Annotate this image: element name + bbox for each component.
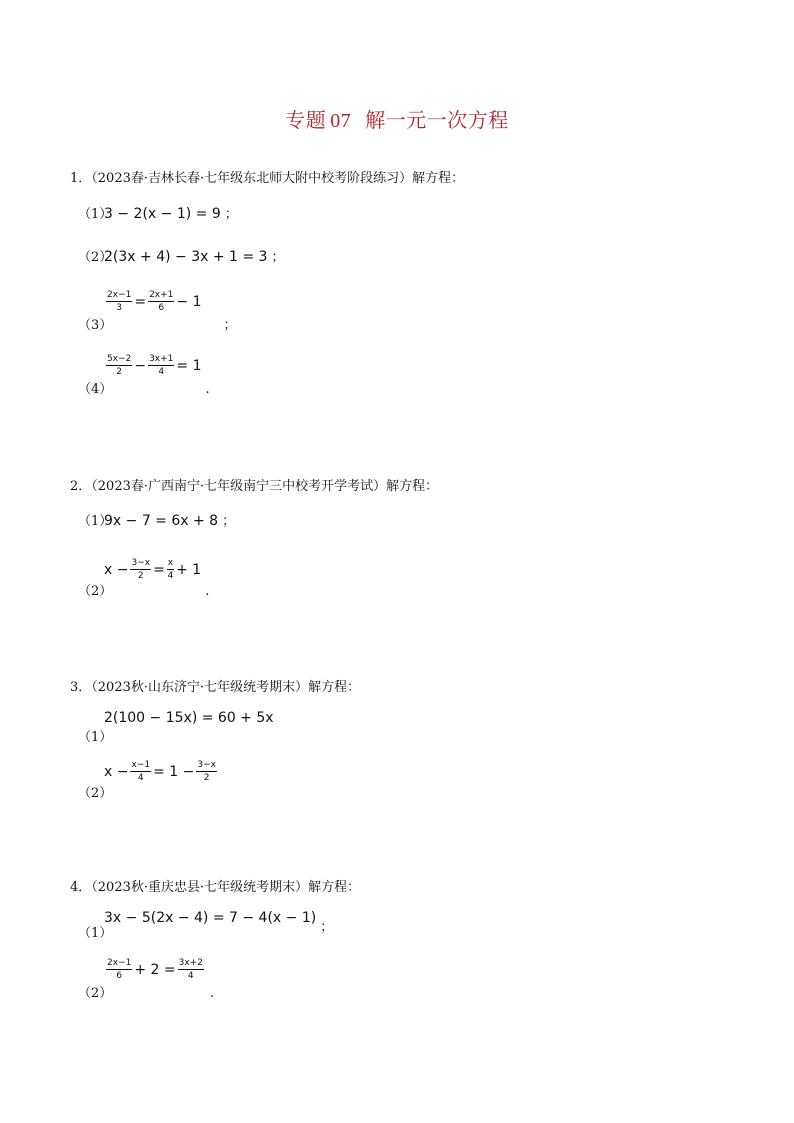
fraction: $\frac{3-x}{2}$ (131, 558, 151, 581)
fraction: $\frac{2x-1}{6}$ (107, 958, 132, 981)
item-punct: . (205, 584, 210, 599)
question-1-item-2 (78, 246, 284, 265)
item-number: （2） (78, 250, 113, 265)
item-number: （1） (78, 730, 113, 745)
item-number: （2） (78, 584, 113, 599)
item-number: （1） (78, 926, 113, 941)
item-punct: ； (320, 920, 334, 935)
item-punct: . (205, 382, 210, 397)
question-1-label: 1．（2023春·吉林长春·七年级东北师大附中校考阶段练习）解方程： (70, 171, 465, 186)
item-number: （1） (78, 207, 113, 222)
equation: 2(3x + 4) − 3x + 1 = 3 (104, 249, 268, 265)
equation: 3x − 5(2x − 4) = 7 − 4(x − 1) (104, 910, 317, 926)
item-number: （2） (78, 986, 113, 1001)
item-number: （4） (78, 382, 113, 397)
equation: $\frac{2x-1}{6}$ + 2 = $\frac{3x+2}{4}$ (107, 958, 203, 981)
question-1-item-1 (78, 203, 238, 222)
equation: x − $\frac{x-1}{4}$ = 1 − $\frac{3-x}{2}$ (104, 760, 216, 783)
question-1-item-3 (78, 290, 237, 333)
item-punct: ； (222, 514, 236, 529)
question-2-item-2 (78, 558, 209, 599)
question-3-item-2 (78, 760, 219, 801)
fraction: $\frac{5x-2}{2}$ (107, 354, 132, 377)
title-number: 07 (330, 110, 352, 132)
fraction: $\frac{3x+1}{4}$ (149, 354, 174, 377)
title-prefix: 专题 (285, 108, 327, 132)
question-2-label: 2．（2023春·广西南宁·七年级南宁三中校考开学考试）解方程： (70, 479, 439, 494)
equation: $\frac{5x-2}{2}$ − $\frac{3x+1}{4}$ = 1 (107, 354, 202, 377)
item-number: （2） (78, 786, 113, 801)
title-text: 解一元一次方程 (365, 108, 509, 132)
item-number: （3） (78, 318, 113, 333)
equation: x − $\frac{3-x}{2}$ = $\frac{x}{4}$ + 1 (104, 558, 202, 581)
equation: $\frac{2x-1}{3}$ = $\frac{2x+1}{6}$ − 1 (107, 290, 202, 313)
fraction: $\frac{3-x}{2}$ (197, 760, 216, 783)
equation: 2(100 − 15x) = 60 + 5x (104, 710, 274, 726)
item-number: （1） (78, 514, 113, 529)
equation: 9x − 7 = 6x + 8 (104, 513, 219, 529)
question-4-label: 4．（2023秋·重庆忠县·七年级统考期末）解方程： (70, 880, 361, 895)
item-punct: . (209, 986, 215, 1001)
fraction: $\frac{2x-1}{3}$ (107, 290, 132, 313)
page-title (0, 104, 794, 133)
equation: 3 − 2(x − 1) = 9 (104, 206, 221, 222)
fraction: $\frac{x-1}{4}$ (131, 760, 151, 783)
question-1-item-4 (78, 354, 210, 397)
item-punct: ； (271, 250, 285, 265)
fraction: $\frac{3x+2}{4}$ (178, 958, 203, 981)
question-3-item-1 (78, 710, 274, 745)
question-2-item-1 (78, 510, 235, 529)
question-4-item-1 (78, 910, 333, 941)
item-punct: ； (223, 318, 237, 333)
question-3-label: 3．（2023秋·山东济宁·七年级统考期末）解方程： (70, 680, 361, 695)
question-4-item-2 (78, 958, 214, 1001)
fraction: $\frac{x}{4}$ (167, 558, 174, 581)
item-punct: ； (224, 207, 238, 222)
fraction: $\frac{2x+1}{6}$ (149, 290, 174, 313)
